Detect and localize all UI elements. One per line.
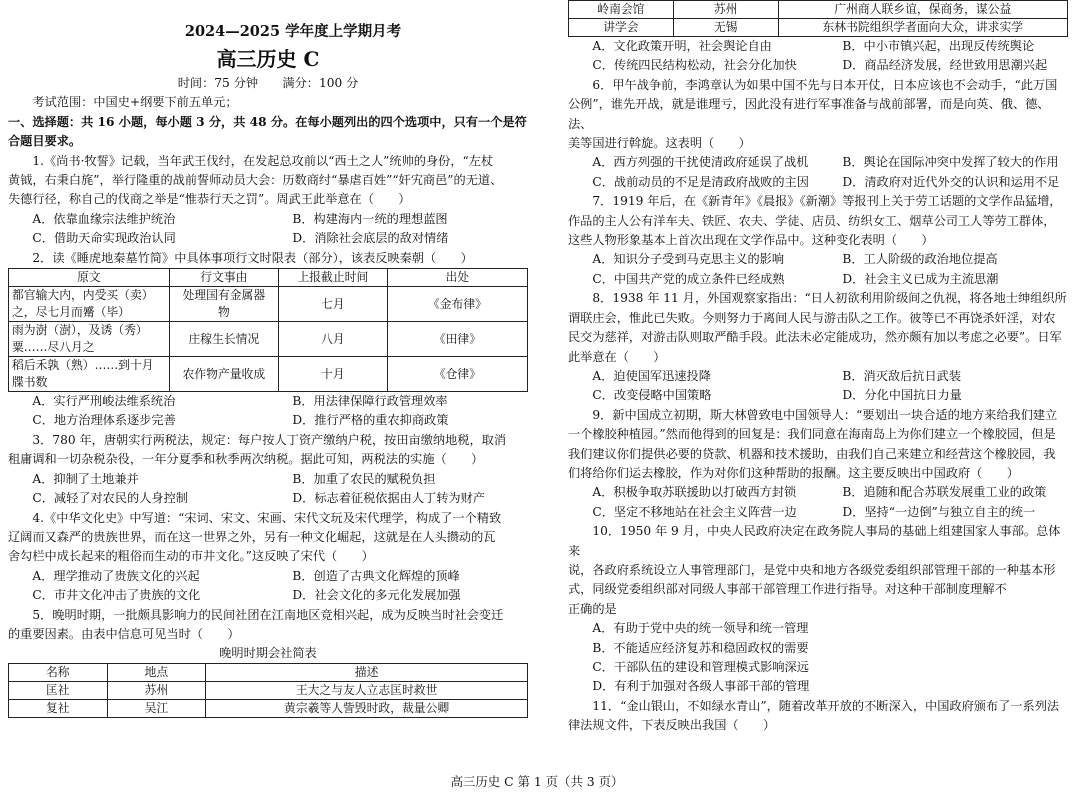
question-line: 11．“金山银山，不如绿水青山”，随着改革开放的不断深入，中国政府颁布了一系列法 — [592, 698, 1060, 713]
question-line: 作品的主人公有洋车夫、铁匠、农夫、学徒、店员、纺织女工、烟草公司工人等劳工群体， — [568, 213, 1056, 228]
option-b[interactable]: B．工人阶级的政治地位提高 — [842, 252, 998, 267]
option-b[interactable]: B．舆论在国际冲突中发挥了较大的作用 — [842, 155, 1059, 170]
table-cell: 七月 — [278, 287, 387, 322]
exam-meta: 时间：75 分钟 满分：100 分 — [177, 76, 359, 90]
table-cell: 东林书院组织学者面向大众，讲求实学 — [778, 19, 1067, 37]
option-a[interactable]: A．理学推动了贵族文化的兴起 — [32, 568, 200, 583]
table-cell: 匡社 — [9, 682, 108, 700]
question-line: 2．读《睡虎地秦墓竹简》中具体事项行文时限表（部分），该表反映秦朝（ ） — [32, 250, 473, 265]
table-header: 名称 — [9, 664, 108, 682]
table-header: 地点 — [107, 664, 206, 682]
table-cell: 讲学会 — [569, 19, 674, 37]
table-cell: 庄稼生长情况 — [169, 322, 278, 357]
table-cell: 稻后禾孰（熟）……到十月 牒书数 — [9, 357, 170, 392]
table-cell: 都官输大内，内受买（卖） 之，尽七月而觱（毕） — [9, 287, 170, 322]
table-caption: 晚明时期会社简表 — [219, 646, 317, 661]
table-header: 原文 — [9, 269, 170, 287]
table-cell: 《田律》 — [387, 322, 527, 357]
question-line: 此举意在（ ） — [568, 349, 666, 364]
table-cell: 复社 — [9, 700, 108, 718]
question-line: 1.《尚书·牧誓》记载，当年武王伐纣，在发起总攻前以“西土之人”统帅的身份，“左杖 — [32, 153, 494, 168]
option-c[interactable]: C．干部队伍的建设和管理模式影响深远 — [592, 660, 809, 674]
table-cell: 王大之与友人立志匡时救世 — [206, 682, 528, 700]
question-line: 9．新中国成立初期，斯大林曾致电中国领导人：“要划出一块合适的地方来给我们建立 — [592, 407, 1058, 422]
option-row — [568, 173, 1068, 192]
question-line: 说，各政府系统设立人事管理部门，是党中央和地方各级党委组织部管理干部的一种基本形 — [568, 562, 1056, 577]
option-row — [568, 658, 1068, 677]
question-9 — [568, 406, 1068, 522]
option-d[interactable]: D．清政府对近代外交的认识和运用不足 — [842, 174, 1060, 189]
table-header: 描述 — [206, 664, 528, 682]
question-4 — [8, 509, 528, 606]
option-a[interactable]: A．知识分子受到马克思主义的影响 — [592, 252, 785, 267]
option-b[interactable]: B．不能适应经济复苏和稳固政权的需要 — [592, 640, 809, 655]
option-row — [568, 37, 1068, 56]
option-row — [568, 677, 1068, 696]
question-6 — [568, 76, 1068, 192]
option-row — [568, 153, 1068, 172]
option-d[interactable]: D．标志着征税依据由人丁转为财产 — [292, 491, 485, 506]
table-cell: 苏州 — [673, 1, 778, 19]
option-row — [568, 503, 1068, 522]
table-header: 行文事由 — [169, 269, 278, 287]
option-row — [568, 386, 1068, 405]
option-row — [8, 411, 528, 430]
question-line: 的重要因素。由表中信息可见当时（ ） — [8, 626, 240, 641]
table-cell: 无锡 — [673, 19, 778, 37]
option-row — [8, 392, 528, 411]
year-title: 2024—2025 学年度上学期月考 — [184, 23, 402, 40]
option-c[interactable]: C．地方治理体系逐步完善 — [32, 413, 176, 428]
table-cell: 八月 — [278, 322, 387, 357]
table-row — [9, 682, 528, 700]
option-b[interactable]: B．消灭敌后抗日武装 — [842, 368, 962, 383]
question-11 — [568, 697, 1068, 736]
table-row — [9, 322, 528, 357]
option-row — [568, 56, 1068, 75]
question-2 — [8, 249, 528, 431]
table-cell: 十月 — [278, 357, 387, 392]
option-row — [568, 639, 1068, 658]
question-line: 10．1950 年 9 月，中央人民政府决定在政务院人事局的基础上组建国家人事部。总体来 — [568, 524, 1061, 558]
option-c[interactable]: C．借助天命实现政治认同 — [32, 231, 176, 246]
question-line: 失德行径，称自己的伐商之举是“惟恭行天之罚”。周武王此举意在（ ） — [8, 192, 411, 207]
option-b[interactable]: B．追随和配合苏联发展重工业的政策 — [842, 485, 1047, 500]
option-d[interactable]: D．推行严格的重农抑商政策 — [292, 413, 449, 428]
option-a[interactable]: A．抑制了土地兼并 — [32, 471, 139, 486]
option-d[interactable]: D．商品经济发展，经世致用思潮兴起 — [842, 58, 1048, 73]
question-line: 公例”，谁先开战，就是谁理亏，因此没有进行军事准备与战前部署，而是向英、俄、德、法、 — [568, 97, 1050, 131]
question-line: 辽阔而又森严的贵族世界，而在这一世界之外，另有一种文化崛起，这就是在人头攒动的瓦 — [8, 529, 496, 544]
table-cell: 处理国有金属器 物 — [169, 287, 278, 322]
option-row — [8, 586, 528, 605]
option-row — [568, 250, 1068, 269]
option-row — [568, 483, 1068, 502]
table-cell: 黄宗羲等人訾毁时政，裁量公卿 — [206, 700, 528, 718]
question-1 — [8, 152, 528, 249]
table-row — [569, 1, 1068, 19]
question-line: 正确的是 — [568, 601, 617, 616]
table-row — [9, 287, 528, 322]
right-column — [568, 0, 1068, 760]
question-line: 5．晚明时期，一批颇具影响力的民间社团在江南地区竞相兴起，成为反映当时社会变迁 — [32, 607, 504, 622]
option-a[interactable]: A．西方列强的干扰使清政府延误了战机 — [592, 155, 809, 170]
subject-title: 高三历史 C — [216, 47, 320, 71]
question-line: 租庸调和一切杂税杂役，一年分夏季和秋季两次纳税。据此可知，两税法的实施（ ） — [8, 452, 484, 467]
option-d[interactable]: D．社会主义已成为主流思潮 — [842, 271, 999, 286]
option-a[interactable]: A．文化政策开明，社会舆论自由 — [592, 39, 772, 53]
option-row — [8, 229, 528, 248]
question-line: 8．1938 年 11 月，外国观察家指出：“日人初欲利用阶级间之仇视，将各地士绅组织所 — [592, 291, 1067, 306]
question-7 — [568, 192, 1068, 289]
table-header: 出处 — [387, 269, 527, 287]
question-line: 美等国进行斡旋。这表明（ ） — [568, 136, 751, 151]
option-row — [8, 489, 528, 508]
option-row — [8, 210, 528, 229]
table-cell: 雨为澍（澍），及诱（秀） 粟……尽八月之 — [9, 322, 170, 357]
option-b[interactable]: B．中小市镇兴起，出现反传统舆论 — [842, 39, 1035, 53]
question-line: 谓联庄会，惟此已失败。今则努力于离间人民与游击队之工作。彼等已不再饶杀奸淫，对农 — [568, 310, 1056, 325]
option-row — [568, 619, 1068, 638]
question-line: 黄钺，右秉白旄”，举行隆重的战前誓师动员大会：历数商纣“暴虐百姓”“奸宄商邑”的无道、 — [8, 173, 503, 188]
option-b[interactable]: B．构建海内一统的理想蓝图 — [292, 211, 448, 226]
option-c[interactable]: C．减轻了对农民的人身控制 — [32, 491, 188, 506]
option-d[interactable]: D．社会文化的多元化发展加强 — [292, 588, 461, 603]
option-b[interactable]: B．用法律保障行政管理效率 — [292, 394, 448, 409]
table-cell: 广州商人联乡谊，保商务，谋公益 — [778, 1, 1067, 19]
time-limit-table — [8, 268, 528, 392]
question-line: 们将给你们运去橡胶，作为对你们这种帮助的报酬。这主要反映出中国政府（ ） — [568, 465, 1019, 480]
question-line: 律法规文件，下表反映出我国（ ） — [568, 718, 776, 733]
exam-scope: 考试范围：中国史+纲要下前五单元； — [32, 95, 238, 110]
question-8 — [568, 289, 1068, 405]
option-c[interactable]: C．中国共产党的成立条件已经成熟 — [592, 271, 785, 286]
option-a[interactable]: A．依靠血缘宗法维护统治 — [32, 211, 176, 226]
option-a[interactable]: A．积极争取苏联援助以打破西方封锁 — [592, 485, 797, 500]
table-header-row — [9, 664, 528, 682]
option-row — [568, 367, 1068, 386]
question-line: 这些人物形象基本上首次出现在文学作品中。这种变化表明（ ） — [568, 233, 934, 248]
question-line: 我们建议你们提供必要的贷款、机器和技术援助，由我们自己来建立和经营这个橡胶园，我 — [568, 446, 1056, 461]
question-line: 4.《中华文化史》中写道：“宋词、宋文、宋画、宋代文玩及宋代理学，构成了一个精致 — [32, 510, 502, 525]
table-cell: 吴江 — [107, 700, 206, 718]
table-header-row — [9, 269, 528, 287]
section-heading-cont: 合题目要求。 — [8, 134, 82, 149]
table-row — [9, 357, 528, 392]
option-a[interactable]: A．迫使国军迅速投降 — [592, 368, 711, 383]
option-d[interactable]: D．坚持“一边倒”与独立自主的统一 — [842, 504, 1036, 519]
option-c[interactable]: C．市井文化冲击了贵族的文化 — [32, 588, 201, 603]
option-d[interactable]: D．分化中国抗日力量 — [842, 388, 962, 403]
table-cell: 《仓律》 — [387, 357, 527, 392]
question-line: 6．甲午战争前，李鸿章认为如果中国不先与日本开仗，日本应该也不会动手，“此万国 — [592, 77, 1058, 92]
left-column — [8, 0, 528, 760]
table-row — [569, 19, 1068, 37]
table-cell: 苏州 — [107, 682, 206, 700]
question-3 — [8, 431, 528, 509]
question-5 — [8, 606, 528, 719]
question-line: 一个橡胶种植园。”然而他得到的回复是：我们同意在海南岛上为你们建立一个橡胶园，但是 — [568, 427, 1056, 442]
table-header: 上报截止时间 — [278, 269, 387, 287]
section-heading: 一、选择题：共 16 小题，每小题 3 分，共 48 分。在每小题列出的四个选项中，只有一个是符 — [8, 114, 527, 129]
option-a[interactable]: A．有助于党中央的统一领导和统一管理 — [592, 621, 809, 636]
question-line: 民交为慈祥，对游击队则取严酷手段。此法未必定能成功，然亦颇有加以考虑之必要”。日军 — [568, 330, 1062, 345]
option-row — [568, 270, 1068, 289]
question-line: 7．1919 年后，在《新青年》《晨报》《新潮》等报刊上关于劳工话题的文学作品猛增， — [592, 194, 1062, 209]
question-line: 舍勾栏中成长起来的粗俗而生动的市井文化。”这反映了宋代（ ） — [8, 549, 374, 564]
option-d[interactable]: D．消除社会底层的敌对情绪 — [292, 231, 449, 246]
option-c[interactable]: C．战前动员的不足是清政府战败的主因 — [592, 174, 809, 189]
option-d[interactable]: D．有利于加强对各级人事部干部的管理 — [592, 679, 810, 694]
society-table — [8, 663, 528, 718]
option-c[interactable]: C．传统四民结构松动，社会分化加快 — [592, 58, 797, 73]
table-cell: 岭南会馆 — [569, 1, 674, 19]
table-cell: 《金布律》 — [387, 287, 527, 322]
option-b[interactable]: B．创造了古典文化辉煌的顶峰 — [292, 568, 460, 583]
option-b[interactable]: B．加重了农民的赋税负担 — [292, 471, 436, 486]
table-row — [9, 700, 528, 718]
page-footer: 高三历史 C 第 1 页（共 3 页） — [450, 774, 624, 789]
society-table-continued — [568, 0, 1068, 37]
option-row — [8, 470, 528, 489]
option-c[interactable]: C．改变侵略中国策略 — [592, 388, 712, 403]
question-line: 式，同级党委组织部对同级人事部干部管理工作进行指导。对这种干部制度理解不 — [568, 582, 1007, 597]
question-line: 3．780 年，唐朝实行两税法，规定：每户按人丁资产缴纳户税，按田亩缴纳地税，取消 — [32, 432, 507, 447]
option-c[interactable]: C．坚定不移地站在社会主义阵营一边 — [592, 504, 797, 519]
option-a[interactable]: A．实行严刑峻法维系统治 — [32, 394, 176, 409]
question-10 — [568, 522, 1068, 697]
table-cell: 农作物产量收成 — [169, 357, 278, 392]
option-row — [8, 567, 528, 586]
